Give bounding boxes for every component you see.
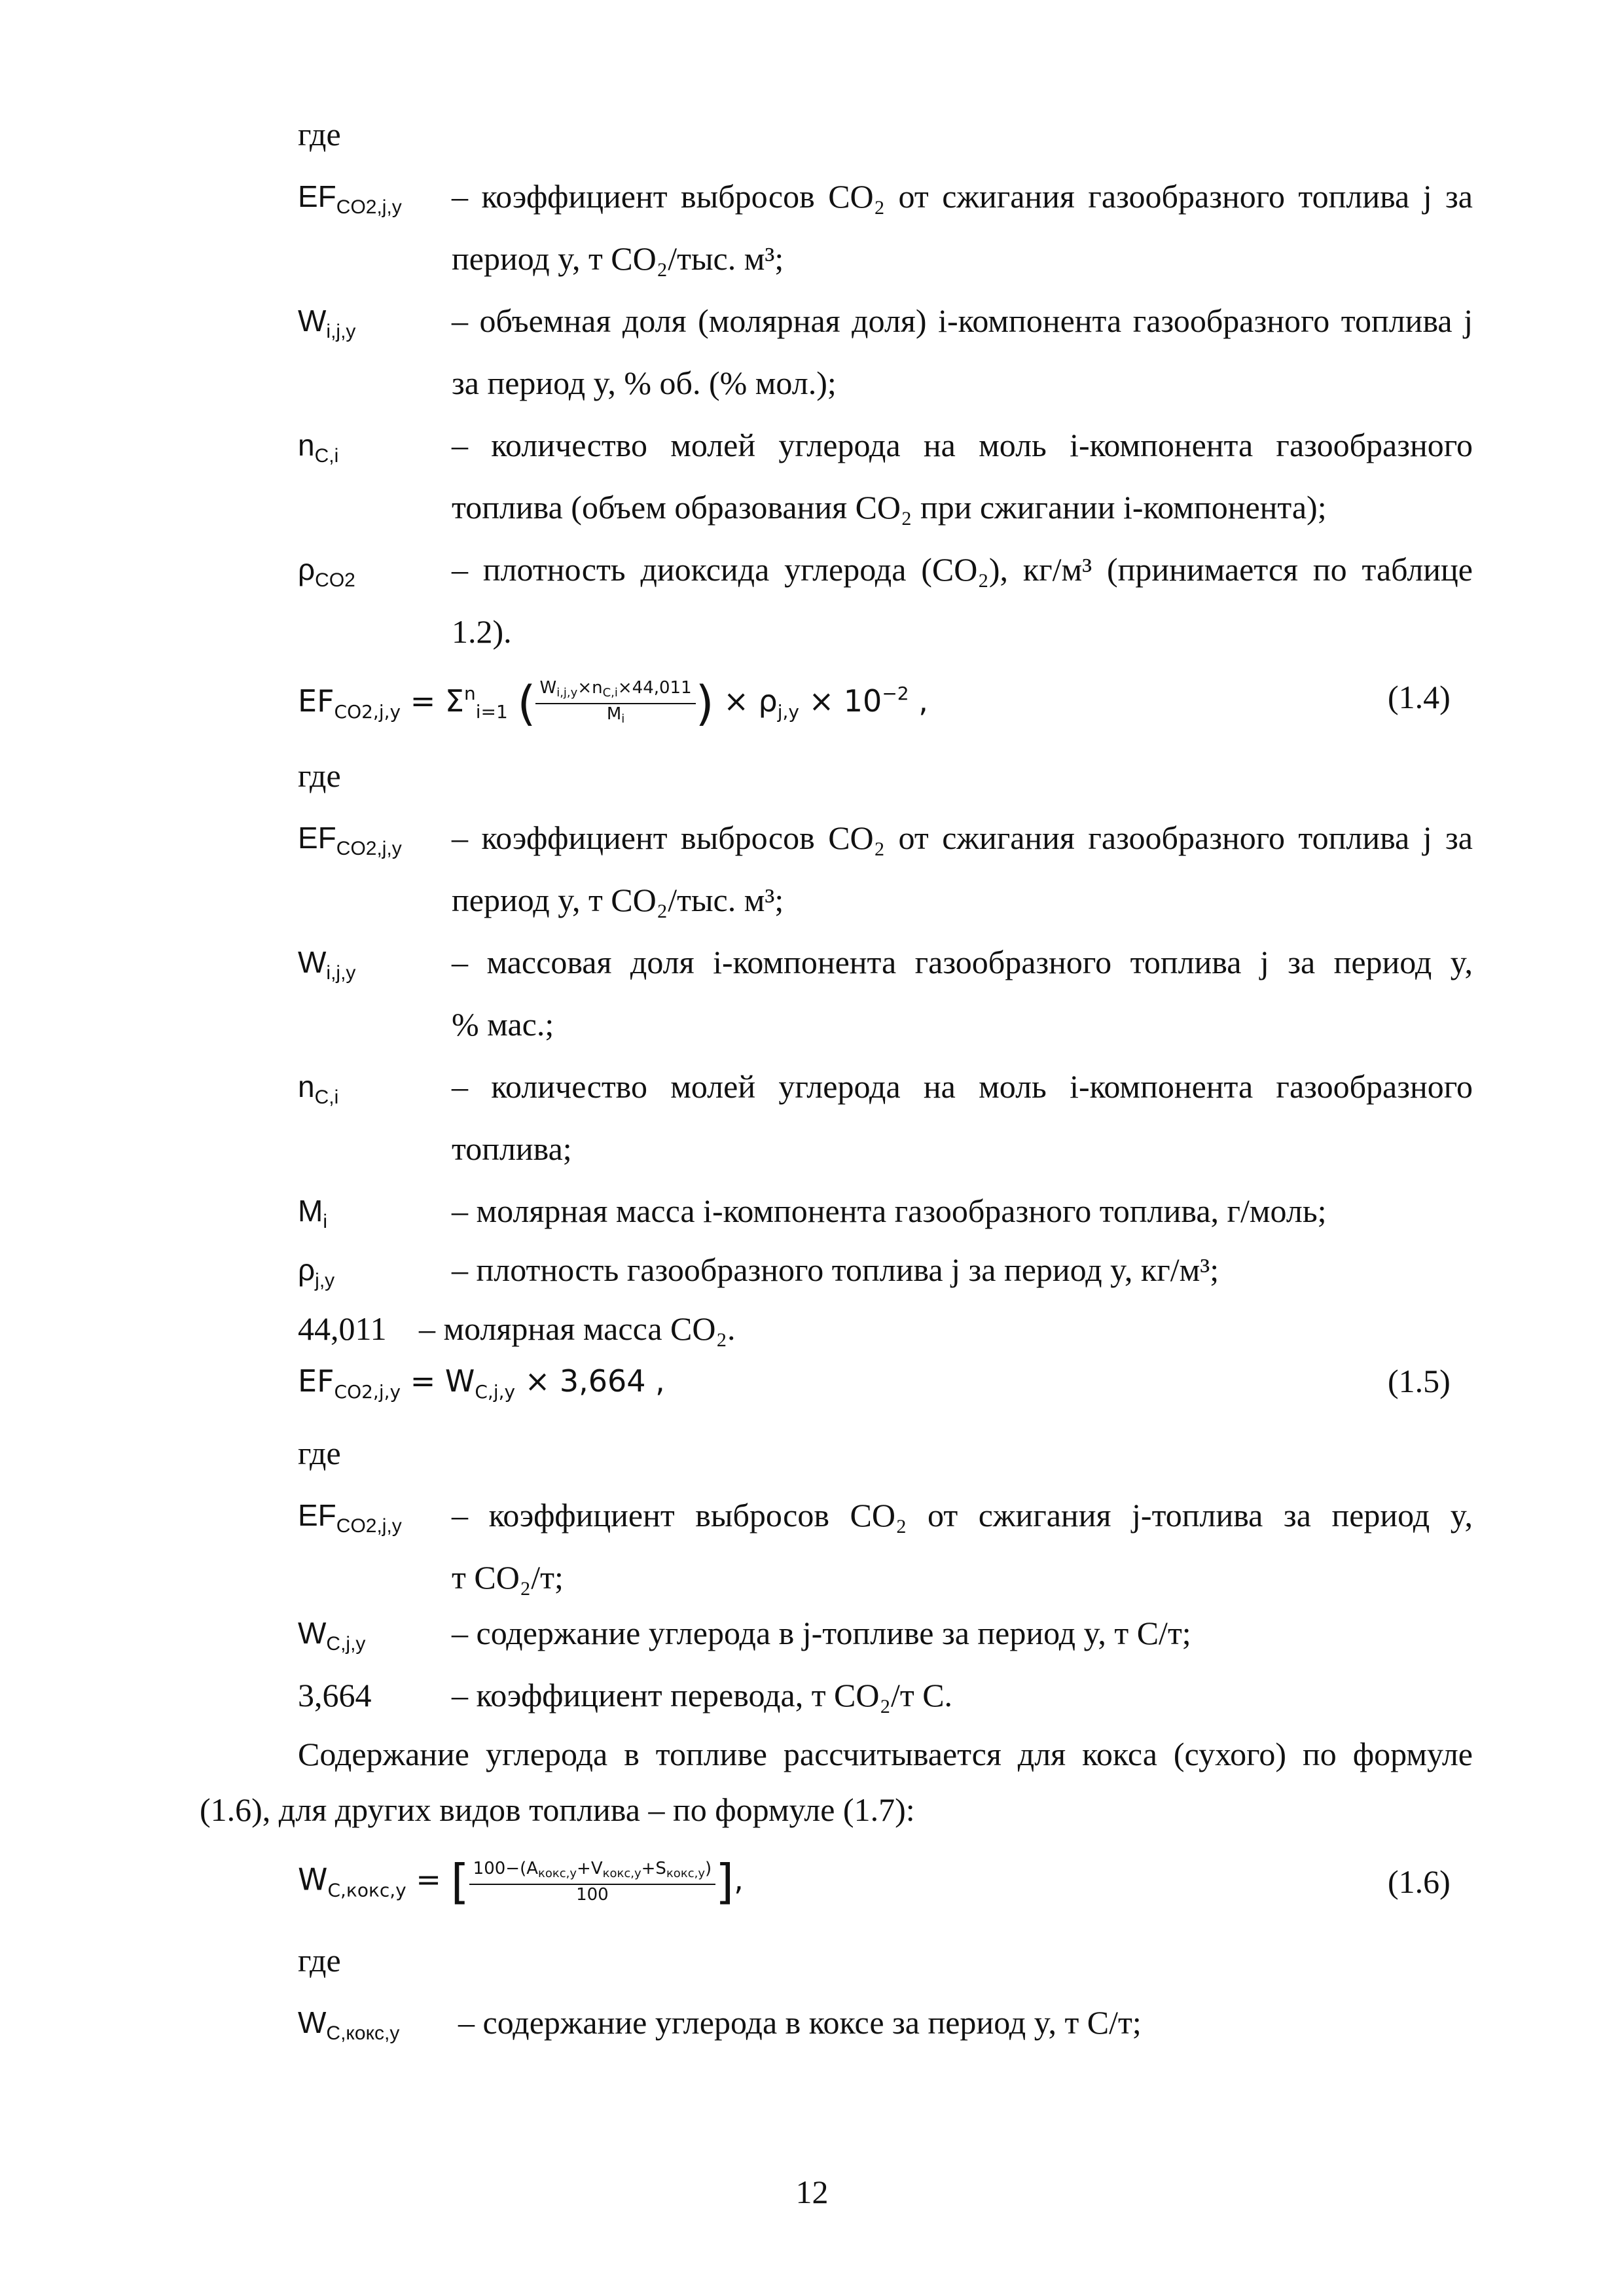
definition-3-664: – коэффициент перевода, т CO₂/т С. [452, 1677, 953, 1713]
definition-n-ci: – количество молей углерода на моль i-компонента газообразного [452, 427, 1473, 463]
symbol-rho-co2: $\rho_{CO2}$ [298, 552, 355, 591]
definition-w-ijy-2-cont: % мас.; [452, 1006, 554, 1043]
definition-w-ijy: – объемная доля (молярная доля) i-компонента газообразного топлива j [452, 302, 1473, 339]
formula-1-6-fraction: $\frac{100-(A_{кокс,y}+V_{кокс,y}+S_{кокс,y})}{100}$ [469, 1859, 715, 1905]
formula-1-4-fraction: $\frac{W_{i,j,y}\times n_{C,i}\times 44,011}{M_i}$ [535, 678, 695, 729]
paragraph-line-1: Содержание углерода в топливе рассчитывается для кокса (сухого) по формуле [298, 1736, 1473, 1772]
definition-w-ijy-2: – массовая доля i-компонента газообразного топлива j за период y, [452, 944, 1473, 980]
symbol-n-ci: $n_{C,i}$ [298, 428, 339, 467]
symbol-w-ijy: $W_{i,j,y}$ [298, 304, 356, 342]
definition-rho-co2: – плотность диоксида углерода (CO₂), кг/м³ (принимается по таблице [452, 551, 1473, 588]
where-label: где [298, 116, 341, 152]
definition-ef-co2-3: – коэффициент выбросов CO₂ от сжигания j-топлива за период y, [452, 1497, 1473, 1534]
definition-w-c-koks: – содержание углерода в коксе за период y, т С/т; [458, 2004, 1142, 2041]
formula-1-6: $W_{C,кокс,y}$ = [ $\frac{100-(A_{кокс,y}+V_{кокс,y}+S_{кокс,y})}{100}$ ], [298, 1854, 744, 1909]
constant-3-664: 3,664 [298, 1677, 372, 1713]
symbol-ef-co2-2: $EF_{CO2,j,y}$ [298, 821, 402, 859]
paragraph-line-2: (1.6), для других видов топлива – по формуле (1.7): [200, 1791, 915, 1828]
where-label-2: где [298, 757, 341, 794]
equation-number-1-6: (1.6) [1388, 1863, 1451, 1900]
where-label-3: где [298, 1435, 341, 1471]
equation-number-1-5: (1.5) [1388, 1363, 1451, 1399]
definition-n-ci-2: – количество молей углерода на моль i-компонента газообразного [452, 1068, 1473, 1105]
symbol-n-ci-2: $n_{C,i}$ [298, 1069, 339, 1108]
definition-ef-co2-2: – коэффициент выбросов CO₂ от сжигания газообразного топлива j за [452, 819, 1473, 856]
symbol-ef-co2-3: $EF_{CO2,j,y}$ [298, 1498, 402, 1537]
definition-w-ijy-cont: за период y, % об. (% мол.); [452, 365, 837, 401]
definition-m-i: – молярная масса i-компонента газообразного топлива, г/моль; [452, 1193, 1327, 1229]
definition-ef-co2-2-cont: период y, т CO₂/тыс. м³; [452, 882, 784, 918]
equation-number-1-4: (1.4) [1388, 679, 1451, 715]
symbol-w-c-koks: $W_{C,кокс,y}$ [298, 2005, 400, 2044]
symbol-w-ijy-2: $W_{i,j,y}$ [298, 945, 356, 984]
symbol-rho-jy: $\rho_{j,y}$ [298, 1253, 335, 1291]
symbol-m-i: $M_i$ [298, 1194, 327, 1232]
definition-ef-co2-cont: период y, т CO₂/тыс. м³; [452, 240, 784, 277]
definition-ef-co2: – коэффициент выбросов CO₂ от сжигания газообразного топлива j за [452, 178, 1473, 215]
page-number: 12 [795, 2174, 829, 2210]
symbol-ef-co2: $EF_{CO2,j,y}$ [298, 179, 402, 218]
symbol-w-cjy: $W_{C,j,y}$ [298, 1616, 366, 1655]
definition-rho-jy: – плотность газообразного топлива j за период y, кг/м³; [452, 1251, 1219, 1288]
definition-n-ci-cont: топлива (объем образования CO₂ при сжигании i-компонента); [452, 489, 1327, 526]
definition-w-cjy: – содержание углерода в j-топливе за период y, т С/т; [452, 1615, 1191, 1651]
definition-n-ci-2-cont: топлива; [452, 1130, 572, 1167]
formula-1-4: $EF_{CO2,j,y} = \Sigma^n_{i=1}$ ( $\frac{W_{i,j,y}\times n_{C,i}\times 44,011}{M_i}$ ) × $\rho_{j,y} \times 10^{-2}$ , [298, 675, 928, 731]
where-label-4: где [298, 1942, 341, 1979]
constant-44-011: 44,011 [298, 1310, 387, 1347]
definition-rho-co2-cont: 1.2). [452, 613, 512, 650]
formula-1-5: $EF_{CO2,j,y} = W_{C,j,y} \times 3,664$ , [298, 1363, 665, 1403]
definition-ef-co2-3-cont: т CO₂/т; [452, 1559, 564, 1596]
definition-44-011: – молярная масса CO₂. [419, 1310, 736, 1347]
